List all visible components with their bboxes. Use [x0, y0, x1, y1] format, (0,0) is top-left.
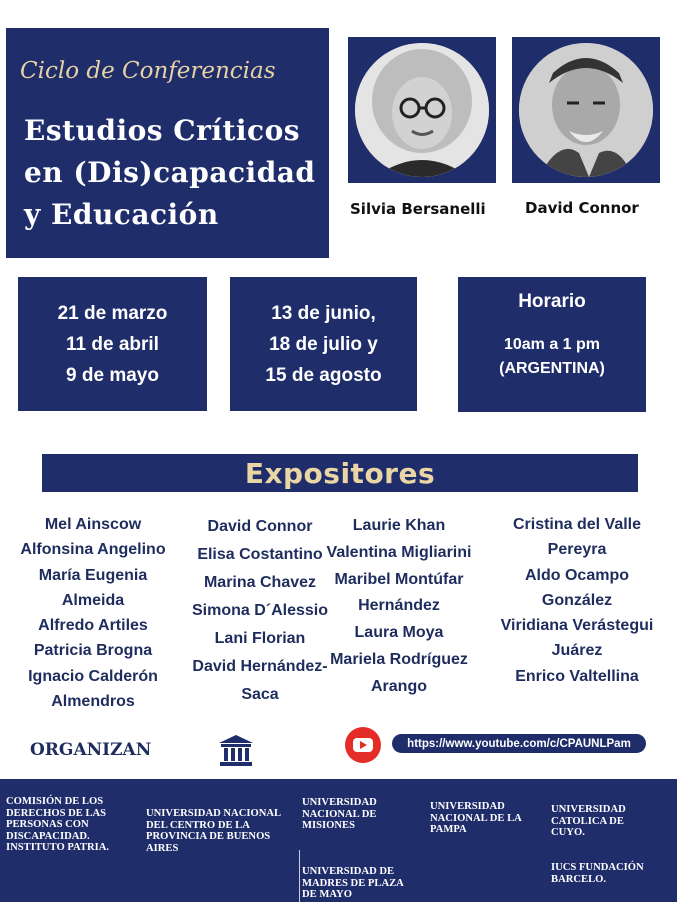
organizer-comision: COMISIÓN DE LOS DERECHOS DE LAS PERSONAS CON DISCAPACIDAD. INSTITUTO PATRIA.: [6, 796, 110, 853]
expositores-title: Expositores: [244, 456, 436, 490]
dates-box-2: [230, 277, 417, 411]
speaker-photo-david: [519, 43, 653, 177]
speaker-list-item: Arango: [371, 677, 427, 695]
organizer-unicen: UNIVERSIDAD NACIONAL DEL CENTRO DE LA PROVINCIA DE BUENOS AIRES: [146, 808, 281, 854]
date-line: 9 de mayo: [66, 364, 159, 386]
speaker-list-item: Alfonsina Angelino: [20, 541, 166, 559]
speaker-list-item: Elisa Costantino: [197, 546, 323, 563]
speaker-list-item: Almendros: [51, 693, 135, 711]
footer-divider: [299, 850, 300, 902]
speaker-list-item: Patricia Brogna: [33, 642, 153, 660]
speaker-column-2: [190, 513, 330, 709]
speaker-list-item: Mel Ainscow: [44, 516, 142, 533]
speaker-photo-frame-2: [512, 37, 660, 183]
organizer-madres-plaza-mayo: UNIVERSIDAD DE MADRES DE PLAZA DE MAYO: [302, 866, 404, 900]
organizer-iucs: IUCS FUNDACIÓN BARCELO.: [551, 862, 644, 885]
organizer-unam: UNIVERSIDAD NACIONAL DE MISIONES: [302, 797, 377, 831]
organizer-unlpam: UNIVERSIDAD NACIONAL DE LA PAMPA: [430, 801, 522, 835]
speaker-column-1: [18, 512, 168, 714]
speaker-list-item: Almeida: [61, 591, 125, 609]
speaker-list-item: Viridiana Verástegui: [500, 617, 654, 635]
speaker-list-item: Lani Florian: [214, 630, 306, 647]
speaker-photo-silvia: [355, 43, 489, 177]
portrait-man-icon: [519, 43, 653, 177]
horario-zone: (ARGENTINA): [499, 360, 605, 377]
date-line: 21 de marzo: [57, 302, 168, 324]
speaker-list-item: Enrico Valtellina: [515, 667, 639, 685]
speaker-list-item: Saca: [241, 686, 279, 703]
speaker-name-2: David Connor: [525, 199, 639, 217]
date-line: 18 de julio y: [269, 333, 378, 355]
speaker-list-item: Cristina del Valle: [512, 516, 642, 533]
portrait-woman-icon: [355, 43, 489, 177]
speaker-list-item: Alfredo Artiles: [38, 617, 148, 635]
speaker-list-item: Valentina Migliarini: [326, 543, 472, 561]
date-line: 15 de agosto: [265, 364, 382, 386]
organizan-label: ORGANIZAN: [30, 740, 152, 760]
horario-title: Horario: [518, 291, 586, 312]
speaker-name-1: Silvia Bersanelli: [350, 200, 486, 218]
speaker-list-item: Laurie Khan: [352, 517, 446, 534]
speaker-list-item: Maribel Montúfar: [334, 570, 464, 588]
event-title-line-2: en (Dis)capacidad: [24, 156, 316, 189]
speaker-list-item: González: [541, 591, 613, 609]
date-line: 11 de abril: [66, 333, 159, 355]
youtube-icon[interactable]: [345, 727, 381, 763]
horario-box: [458, 277, 646, 412]
speaker-list-item: Mariela Rodríguez: [330, 650, 468, 668]
expositores-banner: [42, 454, 638, 492]
speaker-list-item: Marina Chavez: [203, 574, 317, 591]
speaker-list-item: Aldo Ocampo: [524, 566, 629, 584]
speaker-list-item: Ignacio Calderón: [28, 667, 158, 685]
youtube-channel-link[interactable]: https://www.youtube.com/c/CPAUNLPam: [392, 734, 646, 753]
speaker-list-item: Laura Moya: [354, 624, 444, 642]
institution-building-icon: [218, 734, 254, 768]
event-subtitle: Ciclo de Conferencias: [20, 58, 276, 84]
speaker-list-item: María Eugenia: [38, 566, 148, 584]
speaker-list-item: Juárez: [551, 642, 603, 660]
speaker-column-3: [326, 513, 472, 701]
event-title-line-3: y Educación: [24, 198, 219, 231]
speaker-list-item: David Hernández-: [192, 658, 328, 675]
speaker-list-item: Hernández: [358, 597, 440, 615]
date-line: 13 de junio,: [271, 302, 376, 324]
organizer-ucc: UNIVERSIDAD CATOLICA DE CUYO.: [551, 804, 626, 838]
speaker-column-4: [498, 512, 656, 689]
speaker-list-item: David Connor: [207, 518, 313, 535]
dates-box-1: [18, 277, 207, 411]
speaker-photo-frame-1: [348, 37, 496, 183]
speaker-list-item: Simona D´Alessio: [191, 602, 329, 619]
speaker-list-item: Pereyra: [547, 541, 607, 559]
horario-time: 10am a 1 pm: [503, 336, 601, 353]
event-title-line-1: Estudios Críticos: [24, 114, 301, 147]
